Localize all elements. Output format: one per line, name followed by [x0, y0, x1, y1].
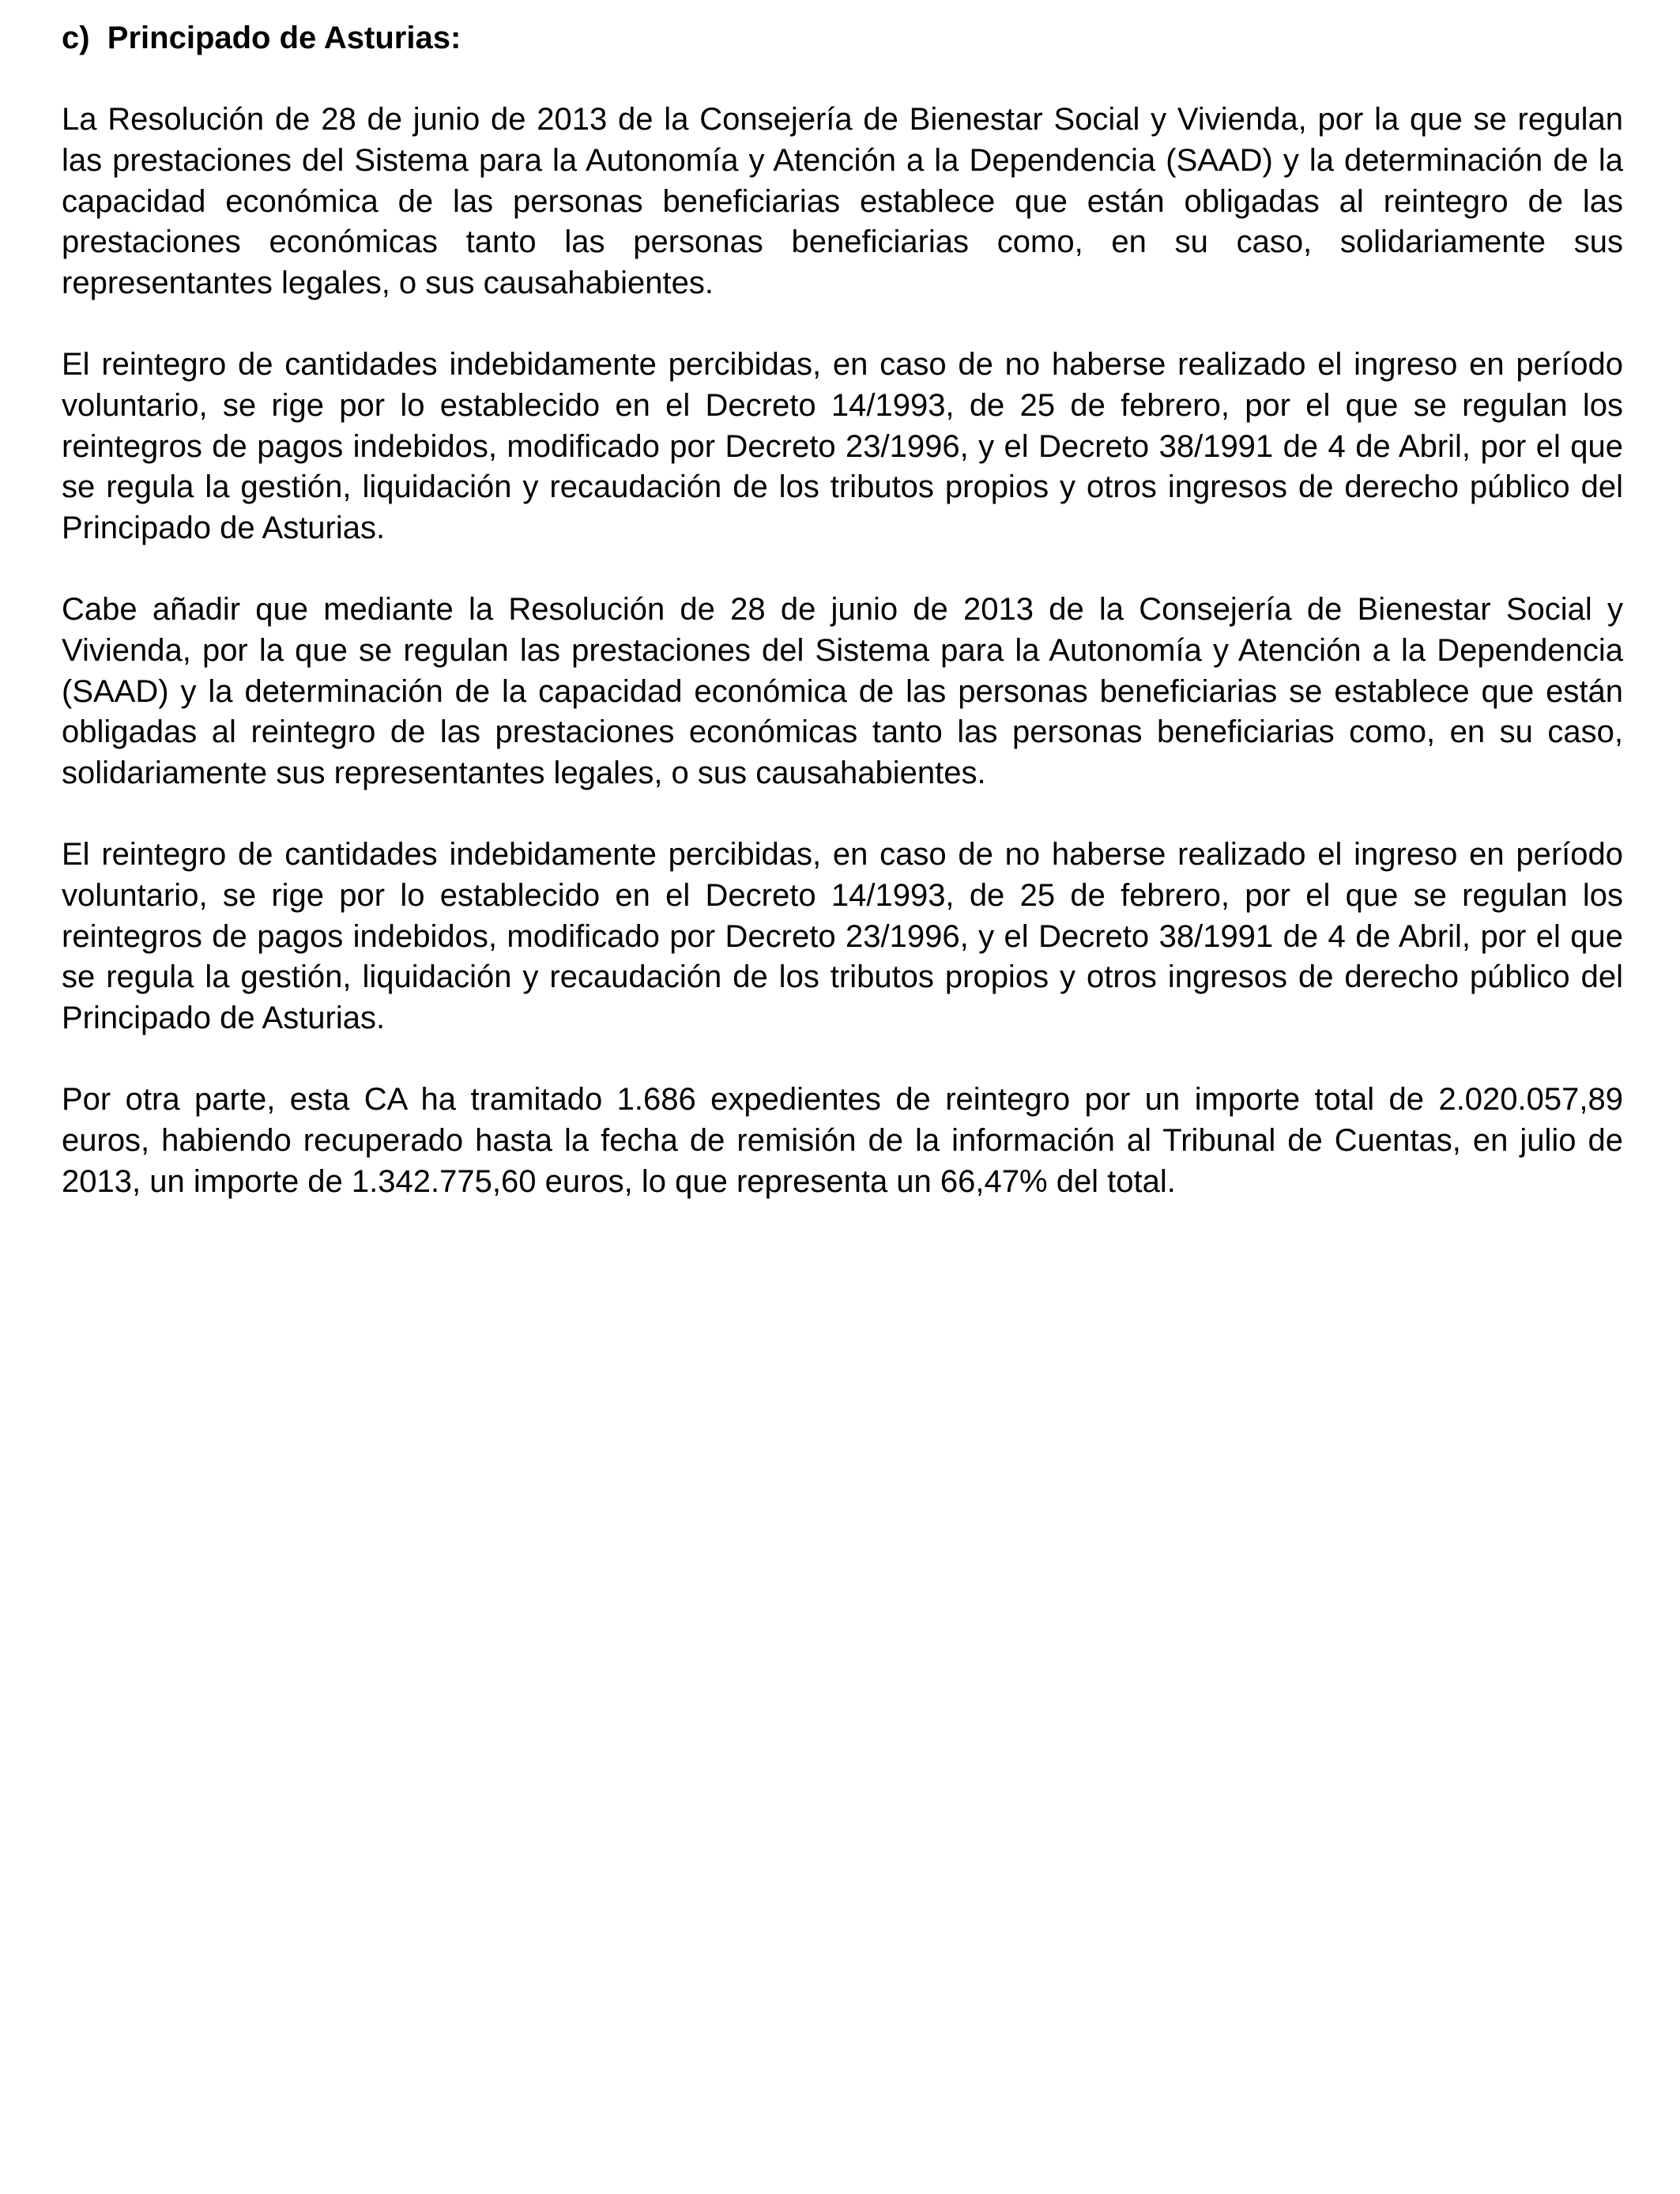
paragraph-resolucion: La Resolución de 28 de junio de 2013 de la Consejería de Bienestar Social y Vivienda, por la que se regulan las prestaciones del Sistema para la Autonomía y Atención a la Dependencia (SAAD) y la determinación de la capacidad económica de las personas beneficiarias establece que están obligadas al reintegro de las prestaciones económicas tanto las personas beneficiarias como, en su caso, solidariamente sus representantes legales, o sus causahabientes. — [62, 102, 1623, 301]
paragraph-cabe-anadir: Cabe añadir que mediante la Resolución de 28 de junio de 2013 de la Consejería de Bienestar Social y Vivienda, por la que se regulan las prestaciones del Sistema para la Autonomía y Atención a la Dependencia (SAAD) y la determinación de la capacidad económica de las personas beneficiarias se establece que están obligadas al reintegro de las prestaciones económicas tanto las personas beneficiarias como, en su caso, solidariamente sus representantes legales, o sus causahabientes. — [62, 591, 1623, 791]
paragraph-reintegro-decreto: El reintegro de cantidades indebidamente percibidas, en caso de no haberse realizado el ingreso en período voluntario, se rige por lo establecido en el Decreto 14/1993, de 25 de febrero, por el que se regulan los reintegros de pagos indebidos, modificado por Decreto 23/1996, y el Decreto 38/1991 de 4 de Abril, por el que se regula la gestión, liquidación y recaudación de los tributos propios y otros ingresos de derecho público del Principado de Asturias. — [62, 346, 1623, 546]
paragraph-expedientes-totales: Por otra parte, esta CA ha tramitado 1.686 expedientes de reintegro por un importe total de 2.020.057,89 euros, habiendo recuperado hasta la fecha de remisión de la información al Tribunal de Cuentas, en julio de 2013, un importe de 1.342.775,60 euros, lo que representa un 66,47% del total. — [62, 1081, 1623, 1199]
paragraph-reintegro-decreto-repeat: El reintegro de cantidades indebidamente percibidas, en caso de no haberse realizado el ingreso en período voluntario, se rige por lo establecido en el Decreto 14/1993, de 25 de febrero, por el que se regulan los reintegros de pagos indebidos, modificado por Decreto 23/1996, y el Decreto 38/1991 de 4 de Abril, por el que se regula la gestión, liquidación y recaudación de los tributos propios y otros ingresos de derecho público del Principado de Asturias. — [62, 836, 1623, 1036]
document-page — [62, 17, 1623, 1242]
section-heading: c) Principado de Asturias: — [62, 21, 461, 55]
